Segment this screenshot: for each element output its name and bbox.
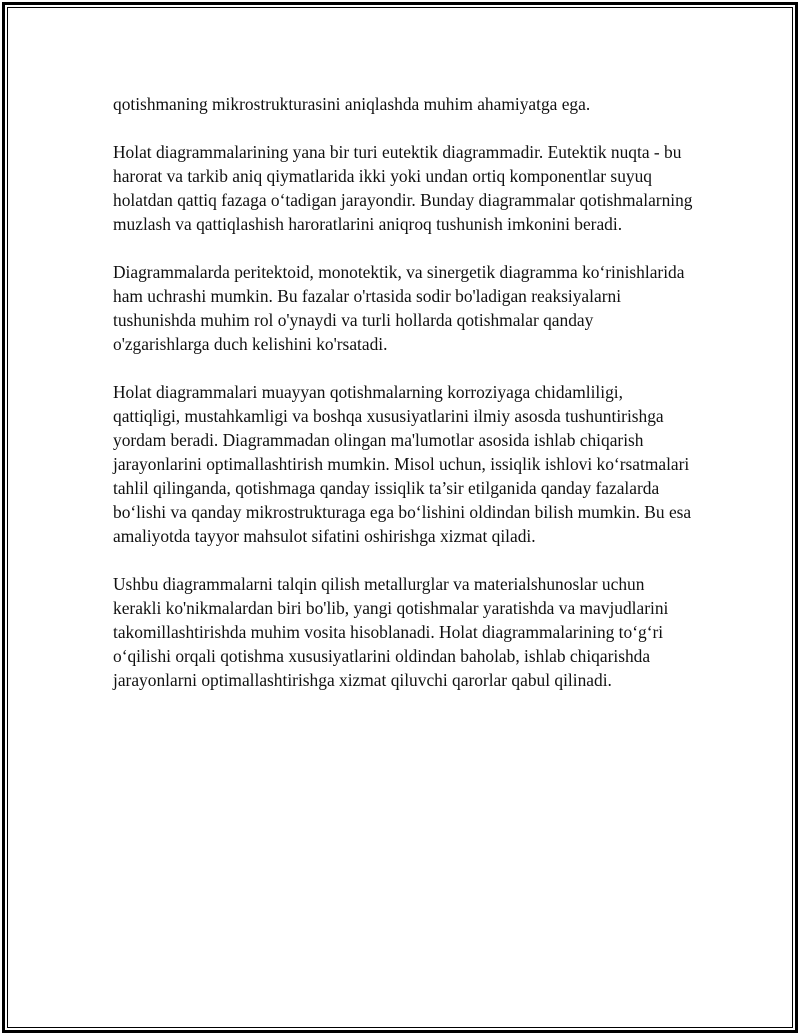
paragraph-1: qotishmaning mikrostrukturasini aniqlashda muhim ahamiyatga ega. xyxy=(113,94,591,114)
paragraph-4: Holat diagrammalari muayyan qotishmalarning korroziyaga chidamliligi, qattiqligi, mustahkamligi va boshqa xususiyatlarini ilmiy asosda tushuntirishga yordam beradi. Diagrammadan olingan ma'lumotlar asosida ishlab chiqarish jarayonlarini optimallashtirish mumkin. Misol uchun, issiqlik ishlovi ko‘rsatmalari tahlil qilinganda, qotishmaga qanday issiqlik ta’sir etilganida qanday fazalarda bo‘lishi va qanday mikrostrukturaga ega bo‘lishini oldindan bilish mumkin. Bu esa amaliyotda tayyor mahsulot sifatini oshirishga xizmat qiladi. xyxy=(113,382,692,546)
paragraph-5: Ushbu diagrammalarni talqin qilish metallurglar va materialshunoslar uchun kerakli ko'nikmalardan biri bo'lib, yangi qotishmalar yaratishda va mavjudlarini takomillashtirishda muhim vosita hisoblanadi. Holat diagrammalarining to‘g‘ri o‘qilishi orqali qotishma xususiyatlarini oldindan baholab, ishlab chiqarishda jarayonlarni optimallashtirishga xizmat qiluvchi qarorlar qabul qilinadi. xyxy=(113,574,669,690)
paragraph-2: Holat diagrammalarining yana bir turi eutektik diagrammadir. Eutektik nuqta - bu harorat va tarkib aniq qiymatlarida ikki yoki undan ortiq komponentlar suyuq holatdan qattiq fazaga o‘tadigan jarayondir. Bunday diagrammalar qotishmalarning muzlash va qattiqlashish haroratlarini aniqroq tushunish imkonini beradi. xyxy=(113,142,693,234)
paragraph-3: Diagrammalarda peritektoid, monotektik, va sinergetik diagramma ko‘rinishlarida ham uchrashi mumkin. Bu fazalar o'rtasida sodir bo'ladigan reaksiyalarni tushunishda muhim rol o'ynaydi va turli hollarda qotishmalar qanday o'zgarishlarga duch kelishini ko'rsatadi. xyxy=(113,262,685,354)
document-body xyxy=(113,92,693,716)
